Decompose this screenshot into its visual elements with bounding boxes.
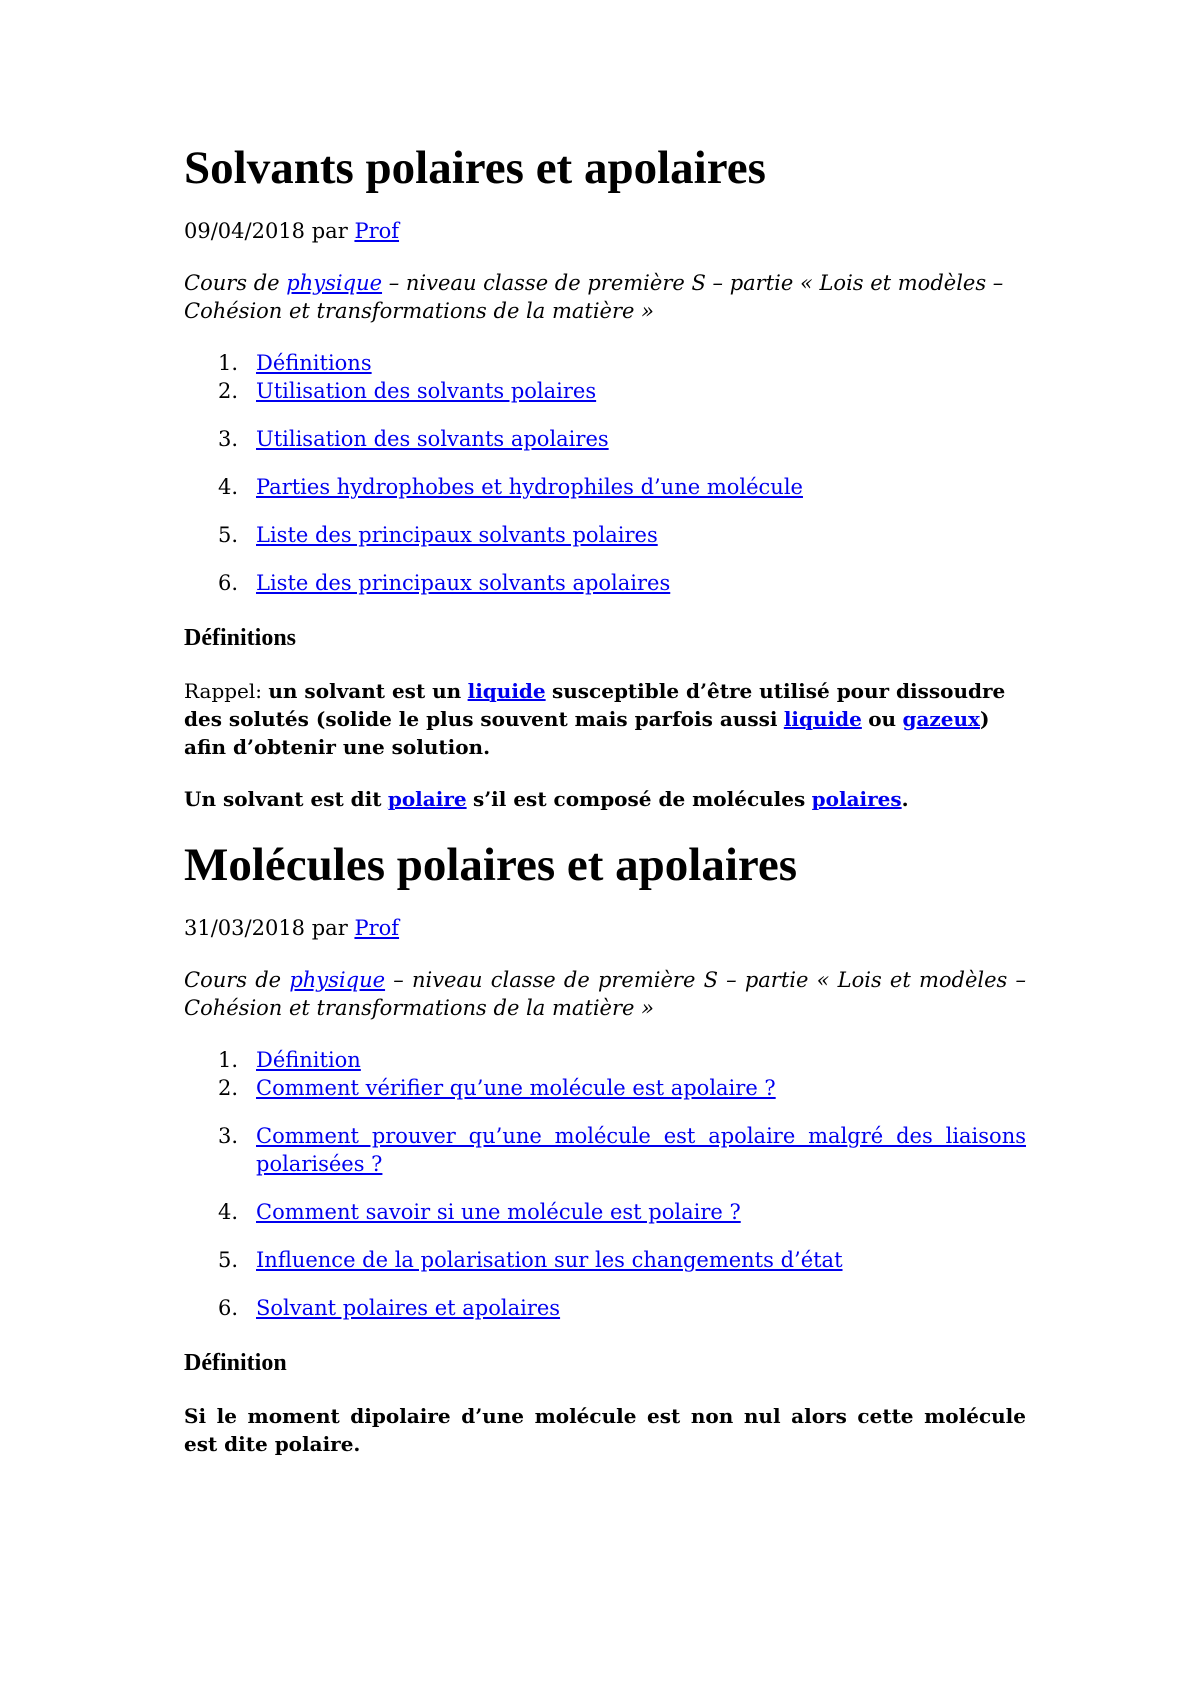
para-text: Si le moment dipolaire d’une molécule est non nul alors cette molécule est dite polaire. xyxy=(184,1404,1026,1456)
author-link[interactable]: Prof xyxy=(354,916,400,940)
toc-item xyxy=(184,425,1026,453)
article-title: Solvants polaires et apolaires xyxy=(184,142,766,194)
article-meta xyxy=(184,914,1026,942)
article-date: 09/04/2018 xyxy=(184,219,306,243)
toc-number: 1. xyxy=(218,1048,239,1072)
para-text: s’il est composé de molécules xyxy=(472,787,806,811)
para-text: Un solvant est dit xyxy=(184,787,382,811)
author-link[interactable]: Prof xyxy=(354,219,400,243)
intro-prefix: Cours de xyxy=(184,271,280,295)
article-title: Molécules polaires et apolaires xyxy=(184,839,798,891)
polaire-link[interactable]: polaire xyxy=(387,787,467,811)
polaires-link[interactable]: polaires xyxy=(811,787,902,811)
toc-link[interactable]: Influence de la polarisation sur les changements d’état xyxy=(256,1248,843,1272)
intro-suffix: – niveau classe de première S – partie « Lois et modèles – Cohésion et transformations de la matière » xyxy=(184,968,1027,1020)
definition-paragraph xyxy=(184,1402,1026,1458)
table-of-contents xyxy=(184,349,1026,597)
toc-item xyxy=(184,1246,1026,1274)
meta-par: par xyxy=(311,219,348,243)
article-date: 31/03/2018 xyxy=(184,916,306,940)
toc-link[interactable]: Solvant polaires et apolaires xyxy=(256,1296,561,1320)
toc-item xyxy=(184,1074,1026,1102)
toc-number: 5. xyxy=(218,1248,239,1272)
article-molecules xyxy=(184,837,1026,1458)
rappel-paragraph xyxy=(184,677,1026,761)
para-text: ou xyxy=(868,707,897,731)
article-meta xyxy=(184,217,1026,245)
toc-number: 6. xyxy=(218,571,239,595)
toc-link[interactable]: Comment vérifier qu’une molécule est apolaire ? xyxy=(256,1076,776,1100)
toc-item xyxy=(184,1294,1026,1322)
toc-link[interactable]: Liste des principaux solvants apolaires xyxy=(256,571,671,595)
toc-link[interactable]: Utilisation des solvants apolaires xyxy=(256,427,609,451)
physique-link[interactable]: physique xyxy=(286,271,383,295)
intro-suffix: – niveau classe de première S – partie « Lois et modèles – Cohésion et transformations de la matière » xyxy=(184,271,1004,323)
table-of-contents xyxy=(184,1046,1026,1322)
article-solvants xyxy=(184,140,1026,813)
toc-item xyxy=(184,1198,1026,1226)
toc-link[interactable]: Définition xyxy=(256,1048,361,1072)
section-heading: Définitions xyxy=(184,625,297,651)
toc-link[interactable]: Définitions xyxy=(256,351,372,375)
toc-number: 1. xyxy=(218,351,239,375)
toc-link[interactable]: Comment prouver qu’une molécule est apolaire malgré des liaisons polarisées ? xyxy=(256,1124,1026,1176)
liquide-link[interactable]: liquide xyxy=(783,707,862,731)
toc-item xyxy=(184,521,1026,549)
toc-number: 3. xyxy=(218,427,239,451)
toc-number: 5. xyxy=(218,523,239,547)
toc-number: 6. xyxy=(218,1296,239,1320)
para-text: susceptible d’être utilisé pour dissoudre des solutés (solide le plus souvent mais parfois aussi xyxy=(184,679,1006,731)
toc-item xyxy=(184,1046,1026,1074)
toc-item xyxy=(184,1122,1026,1178)
toc-number: 4. xyxy=(218,1200,239,1224)
toc-number: 4. xyxy=(218,475,239,499)
section-heading: Définition xyxy=(184,1350,287,1376)
toc-link[interactable]: Parties hydrophobes et hydrophiles d’une molécule xyxy=(256,475,803,499)
course-intro xyxy=(184,269,1026,325)
meta-par: par xyxy=(311,916,348,940)
toc-item xyxy=(184,349,1026,377)
toc-item xyxy=(184,569,1026,597)
toc-number: 3. xyxy=(218,1124,239,1148)
rappel-label: Rappel: xyxy=(184,679,263,703)
polar-solvent-paragraph xyxy=(184,785,1026,813)
document-page xyxy=(184,140,1026,1458)
physique-link[interactable]: physique xyxy=(289,968,386,992)
toc-link[interactable]: Comment savoir si une molécule est polaire ? xyxy=(256,1200,741,1224)
para-text: . xyxy=(901,787,909,811)
toc-number: 2. xyxy=(218,379,239,403)
toc-link[interactable]: Liste des principaux solvants polaires xyxy=(256,523,658,547)
para-text: un solvant est un xyxy=(268,679,462,703)
toc-item xyxy=(184,377,1026,405)
toc-number: 2. xyxy=(218,1076,239,1100)
para-text: ) afin d’obtenir une solution. xyxy=(184,707,990,759)
intro-prefix: Cours de xyxy=(184,968,282,992)
toc-item xyxy=(184,473,1026,501)
course-intro xyxy=(184,966,1026,1022)
liquide-link[interactable]: liquide xyxy=(467,679,546,703)
gazeux-link[interactable]: gazeux xyxy=(902,707,980,731)
toc-link[interactable]: Utilisation des solvants polaires xyxy=(256,379,597,403)
